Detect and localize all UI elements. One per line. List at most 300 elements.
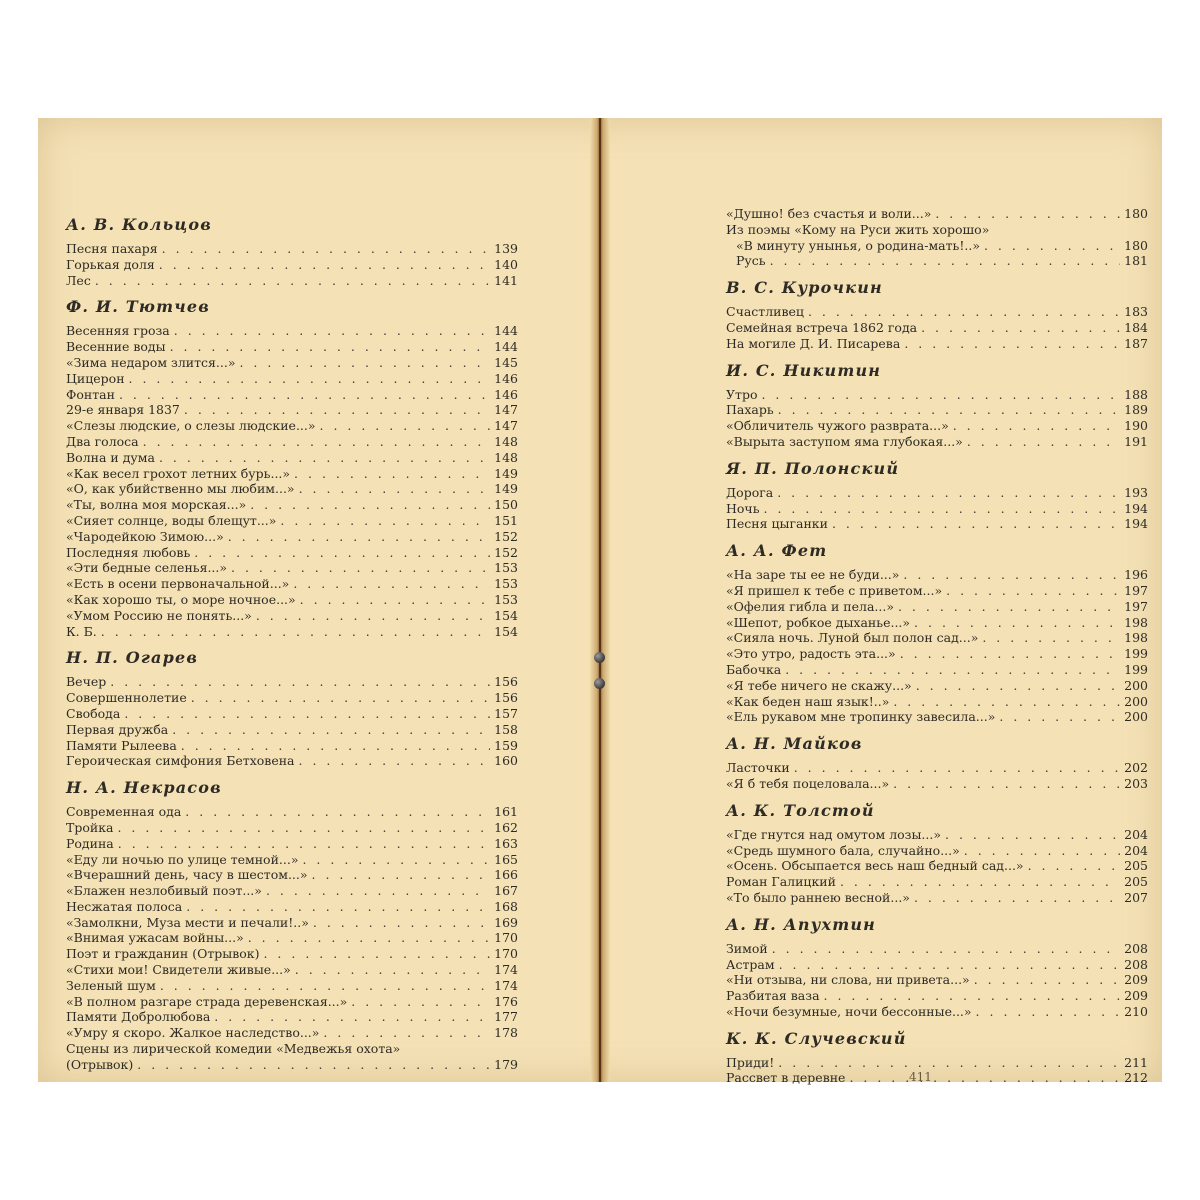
author-heading: И. С. Никитин [726,360,882,380]
entry-title: «Вырыта заступом яма глубокая...» [726,433,963,449]
entry-title: «Чародейкою Зимою...» [66,528,224,544]
toc-entry [66,466,518,482]
entry-title: Горькая доля [66,256,155,272]
entry-page-number: 168 [494,898,518,914]
leader-dots [184,402,490,418]
entry-title: Цицерон [66,370,125,386]
entry-page-number: 184 [1124,319,1148,335]
toc-entry [66,930,518,946]
leader-dots [849,1070,1120,1086]
toc-entry [726,501,1148,517]
entry-page-number: 145 [494,354,518,370]
leader-dots [974,972,1120,988]
leader-dots [143,434,491,450]
entry-title: «То было раннею весной...» [726,889,910,905]
leader-dots [263,946,490,962]
leader-dots [999,709,1120,725]
entry-page-number: 151 [494,512,518,528]
entry-page-number: 153 [494,560,518,576]
toc-entry [726,206,1148,222]
entry-title: «Стихи мои! Свидетели живые...» [66,962,291,978]
leader-dots [778,1055,1120,1071]
entry-page-number: 147 [494,402,518,418]
author-heading: А. Н. Майков [726,734,863,754]
leader-dots [903,567,1120,583]
leader-dots [323,1025,490,1041]
toc-entry [66,481,518,497]
entry-page-number: 197 [1124,582,1148,598]
toc-entry [726,1055,1148,1071]
entry-title: Ласточки [726,760,790,776]
toc-entry [726,485,1148,501]
entry-title: «В минуту унынья, о родина-мать!..» [736,237,980,253]
leader-dots [185,804,490,820]
entry-page-number: 193 [1124,484,1148,500]
leader-dots [778,402,1120,418]
toc-entry [726,583,1148,599]
toc-entry [66,915,518,931]
entry-page-number: 208 [1124,940,1148,956]
toc-entry [726,630,1148,646]
toc-entry [726,858,1148,874]
entry-title: «Как весел грохот летних бурь...» [66,465,291,481]
toc-entry [66,323,518,339]
entry-page-number: 144 [494,323,518,339]
toc-entry [66,402,518,418]
entry-page-number: 156 [494,690,518,706]
leader-dots [137,1057,490,1073]
toc-entry [66,545,518,561]
leader-dots [101,624,490,640]
entry-title: «О, как убийственно мы любим...» [66,481,295,497]
entry-title: Утро [726,386,758,402]
toc-entry [66,560,518,576]
leader-dots [124,706,490,722]
toc-entry [66,339,518,355]
entry-page-number: 147 [494,418,518,434]
leader-dots [300,592,490,608]
toc-entry [726,320,1148,336]
entry-title: «Еду ли ночью по улице темной...» [66,851,299,867]
entry-page-number: 199 [1124,646,1148,662]
entry-title: «Сияла ночь. Луной был полон сад...» [726,630,979,646]
entry-page-number: 170 [494,930,518,946]
entry-title: На могиле Д. И. Писарева [726,335,901,351]
toc-entry [726,646,1148,662]
leader-dots [118,836,490,852]
leader-dots [186,899,490,915]
author-heading: К. К. Случевский [726,1028,907,1048]
entry-page-number: 180 [1124,237,1148,253]
entry-title: Семейная встреча 1862 года [726,319,918,335]
entry-title: «Как хорошо ты, о море ночное...» [66,591,296,607]
entry-page-number: 169 [494,914,518,930]
toc-entry [66,241,518,257]
entry-title: Ночь [726,500,760,516]
entry-page-number: 194 [1124,516,1148,532]
entry-page-number: 209 [1124,988,1148,1004]
toc-entry [66,576,518,592]
author-heading: А. А. Фет [726,541,828,561]
entry-page-number: 210 [1124,1003,1148,1019]
toc-entry [726,941,1148,957]
entry-title: Счастливец [726,304,804,320]
leader-dots [770,253,1121,269]
leader-dots [119,387,490,403]
toc-entry [66,706,518,722]
entry-page-number: 153 [494,576,518,592]
entry-title: Памяти Рылеева [66,737,177,753]
entry-page-number: 202 [1124,760,1148,776]
toc-entry [726,957,1148,973]
toc-entry [726,988,1148,1004]
entry-title: «Ни отзыва, ни слова, ни привета...» [726,972,970,988]
entry-page-number: 141 [494,272,518,288]
leader-dots [295,962,490,978]
entry-title: Поэт и гражданин (Отрывок) [66,946,260,962]
toc-entry [66,738,518,754]
author-heading: А. Н. Апухтин [726,914,877,934]
entry-title: Совершеннолетие [66,690,187,706]
entry-title: Родина [66,835,114,851]
leader-dots [250,497,490,513]
entry-title: Тройка [66,819,114,835]
toc-entry [726,387,1148,403]
toc-entry [726,615,1148,631]
leader-dots [181,738,490,754]
leader-dots [194,545,490,561]
entry-title: «Обличитель чужого разврата...» [726,418,949,434]
toc-entry [66,946,518,962]
toc-entry [66,1025,518,1041]
toc-entry [726,827,1148,843]
leader-dots [982,630,1120,646]
toc-entry [66,836,518,852]
toc-entry [726,567,1148,583]
entry-page-number: 153 [494,591,518,607]
leader-dots [764,501,1121,517]
toc-entry [726,678,1148,694]
entry-title: «Умом Россию не понять...» [66,607,252,623]
author-heading: А. К. Толстой [726,800,875,820]
entry-title: «Эти бедные селенья...» [66,560,228,576]
leader-dots [299,753,491,769]
entry-title: Лес [66,272,91,288]
entry-page-number: 181 [1124,253,1148,269]
left-page [38,118,593,1082]
toc-entry [66,852,518,868]
entry-title: Современная ода [66,804,182,820]
entry-title: «Средь шумного бала, случайно...» [726,842,960,858]
entry-page-number: 157 [494,705,518,721]
entry-page-number: 198 [1124,630,1148,646]
toc-entry [66,434,518,450]
entry-title: «Есть в осени первоначальной...» [66,576,290,592]
leader-dots [159,450,490,466]
entry-page-number: 152 [494,544,518,560]
entry-title: «Ты, волна моя морская...» [66,497,247,513]
entry-page-number: 149 [494,481,518,497]
entry-title: Весенние воды [66,339,166,355]
toc-entry [726,1004,1148,1020]
right-page [607,118,1162,1086]
entry-title: «Я б тебя поцеловала...» [726,775,890,791]
leader-dots [935,206,1120,222]
entry-title: «Я тебе ничего не скажу...» [726,677,912,693]
leader-dots [953,418,1120,434]
toc-entry [66,978,518,994]
leader-dots [921,320,1120,336]
toc-entry [66,418,518,434]
entry-title: «Это утро, радость эта...» [726,646,896,662]
toc-entry [726,304,1148,320]
leader-dots [914,890,1120,906]
entry-page-number: 191 [1124,433,1148,449]
entry-page-number: 150 [494,497,518,513]
leader-dots [280,513,490,529]
entry-title: Последняя любовь [66,544,191,560]
author-heading: В. С. Курочкин [726,278,883,298]
entry-page-number: 204 [1124,842,1148,858]
toc-entry [66,1057,518,1073]
entry-title: «Как беден наш язык!..» [726,693,890,709]
leader-dots [916,678,1120,694]
entry-page-number: 146 [494,370,518,386]
entry-title: «Замолкни, Муза мести и печали!..» [66,914,309,930]
toc-entry [66,899,518,915]
author-heading: Ф. И. Тютчев [66,297,210,317]
entry-page-number: 198 [1124,614,1148,630]
toc-entry [726,336,1148,352]
entry-page-number: 174 [494,962,518,978]
entry-title: «Где гнутся над омутом лозы...» [726,826,941,842]
leader-dots [248,930,490,946]
leader-dots [967,434,1120,450]
entry-title: К. Б. [66,623,97,639]
leader-dots [914,615,1120,631]
entry-title: Дорога [726,484,774,500]
entry-page-number: 178 [494,1025,518,1041]
entry-page-number: 177 [494,1009,518,1025]
leader-dots [900,646,1120,662]
toc-entry [726,890,1148,906]
entry-title: «Зима недаром злится...» [66,354,236,370]
toc-entry [66,608,518,624]
entry-page-number: 167 [494,883,518,899]
entry-page-number: 205 [1124,858,1148,874]
entry-title: «Умру я скоро. Жалкое наследство...» [66,1025,320,1041]
leader-dots [824,988,1121,1004]
toc-entry [66,371,518,387]
leader-dots [898,599,1120,615]
toc-entry [726,253,1148,269]
toc-entry [66,273,518,289]
leader-dots [160,978,490,994]
leader-dots [984,238,1120,254]
entry-title: Фонтан [66,386,115,402]
leader-dots [904,336,1120,352]
entry-title: «На заре ты ее не буди...» [726,567,900,583]
leader-dots [785,662,1120,678]
toc-entry [66,257,518,273]
toc-entry [66,753,518,769]
entry-page-number: 199 [1124,661,1148,677]
leader-dots [313,915,490,931]
entry-page-number: 194 [1124,500,1148,516]
leader-dots [239,355,490,371]
toc-entry [66,387,518,403]
author-heading: Н. А. Некрасов [66,778,222,798]
toc-entry [66,450,518,466]
toc-entry [726,709,1148,725]
leader-dots [172,722,490,738]
entry-page-number: 158 [494,721,518,737]
entry-page-number: 200 [1124,693,1148,709]
entry-page-number: 152 [494,528,518,544]
entry-title: «Я пришел к тебе с приветом...» [726,582,943,598]
entry-page-number: 200 [1124,709,1148,725]
entry-page-number: 163 [494,835,518,851]
leader-dots [946,583,1120,599]
entry-page-number: 176 [494,993,518,1009]
entry-page-number: 180 [1124,206,1148,221]
leader-dots [777,485,1120,501]
entry-page-number: 154 [494,623,518,639]
entry-title: Свобода [66,705,121,721]
entry-page-number: 162 [494,819,518,835]
toc-entry [726,694,1148,710]
entry-page-number: 179 [494,1056,518,1072]
entry-title: Разбитая ваза [726,988,820,1004]
leader-dots [159,257,490,273]
entry-title: «Ночи безумные, ночи бессонные...» [726,1003,972,1019]
entry-title-continued: (Отрывок) [66,1056,134,1072]
page-folio: 411 [909,1070,932,1084]
toc-entry [66,624,518,640]
entry-title: «Ель рукавом мне тропинку завесила...» [726,709,996,725]
toc-entry [66,820,518,836]
toc-entry [66,962,518,978]
leader-dots [893,776,1120,792]
leader-dots [299,481,491,497]
entry-title: Песня пахаря [66,241,158,256]
entry-title: Зимой [726,940,768,956]
entry-page-number: 203 [1124,775,1148,791]
spine-fold [599,118,601,1082]
entry-page-number: 208 [1124,956,1148,972]
leader-dots [893,694,1120,710]
leader-dots [191,690,490,706]
entry-title: Рассвет в деревне [726,1070,846,1086]
author-heading: А. В. Кольцов [66,215,212,234]
toc-entry [726,662,1148,678]
toc-entry [66,994,518,1010]
leader-dots [129,371,491,387]
entry-title: Первая дружба [66,721,169,737]
entry-page-number: 146 [494,386,518,402]
entry-title: Памяти Добролюбова [66,1009,211,1025]
entry-title: «Душно! без счастья и воли...» [726,206,932,221]
entry-title: Весенняя гроза [66,323,170,339]
entry-title: Два голоса [66,433,139,449]
poem-source-line: Из поэмы «Кому на Руси жить хорошо» [726,221,990,237]
toc-entry [66,867,518,883]
entry-title: Несжатая полоса [66,898,183,914]
toc-entry [726,1070,1148,1086]
entry-page-number: 200 [1124,677,1148,693]
entry-page-number: 139 [494,241,518,256]
leader-dots [110,674,490,690]
entry-title: Сцены из лирической комедии «Медвежья охота» [66,1041,401,1057]
entry-title: «Внимая ужасам войны...» [66,930,244,946]
toc-entry [66,1009,518,1025]
leader-dots [772,941,1120,957]
entry-page-number: 212 [1124,1070,1148,1086]
toc-entry [726,874,1148,890]
entry-page-number: 161 [494,804,518,820]
leader-dots [351,994,490,1010]
entry-title: «Сияет солнце, воды блещут...» [66,512,277,528]
entry-title: Бабочка [726,661,782,677]
entry-title: «Блажен незлобивый поэт...» [66,883,262,899]
leader-dots [320,418,491,434]
entry-title: Вечер [66,674,107,690]
entry-title: «Слезы людские, о слезы людские...» [66,418,316,434]
toc-entry [66,355,518,371]
entry-page-number: 159 [494,737,518,753]
entry-page-number: 166 [494,867,518,883]
entry-page-number: 189 [1124,402,1148,418]
entry-title: Зеленый шум [66,977,156,993]
leader-dots [95,273,490,289]
entry-page-number: 170 [494,946,518,962]
left-contents [66,214,518,1073]
entry-page-number: 211 [1124,1054,1148,1070]
toc-entry [726,402,1148,418]
entry-title: «Шепот, робкое дыханье...» [726,614,911,630]
toc-entry [66,497,518,513]
toc-entry [726,434,1148,450]
entry-page-number: 197 [1124,598,1148,614]
entry-page-number: 188 [1124,386,1148,402]
entry-page-number: 148 [494,449,518,465]
leader-dots [214,1009,490,1025]
toc-entry [726,760,1148,776]
leader-dots [256,608,490,624]
author-heading: Я. П. Полонский [726,458,900,478]
leader-dots [794,760,1120,776]
entry-page-number: 187 [1124,335,1148,351]
entry-page-number: 183 [1124,304,1148,320]
entry-page-number: 149 [494,465,518,481]
leader-dots [964,843,1120,859]
entry-page-number: 205 [1124,874,1148,890]
entry-title: Русь [736,253,766,269]
entry-page-number: 140 [494,256,518,272]
toc-entry [726,238,1148,254]
leader-dots [266,883,490,899]
leader-dots [228,529,490,545]
entry-title: Роман Галицкий [726,874,836,890]
toc-entry [66,690,518,706]
entry-page-number: 190 [1124,418,1148,434]
entry-title: «Офелия гибла и пела...» [726,598,894,614]
entry-page-number: 196 [1124,567,1148,583]
toc-entry [726,843,1148,859]
toc-entry [726,516,1148,532]
staple-icon [594,678,605,689]
entry-title: 29-е января 1837 [66,402,180,418]
